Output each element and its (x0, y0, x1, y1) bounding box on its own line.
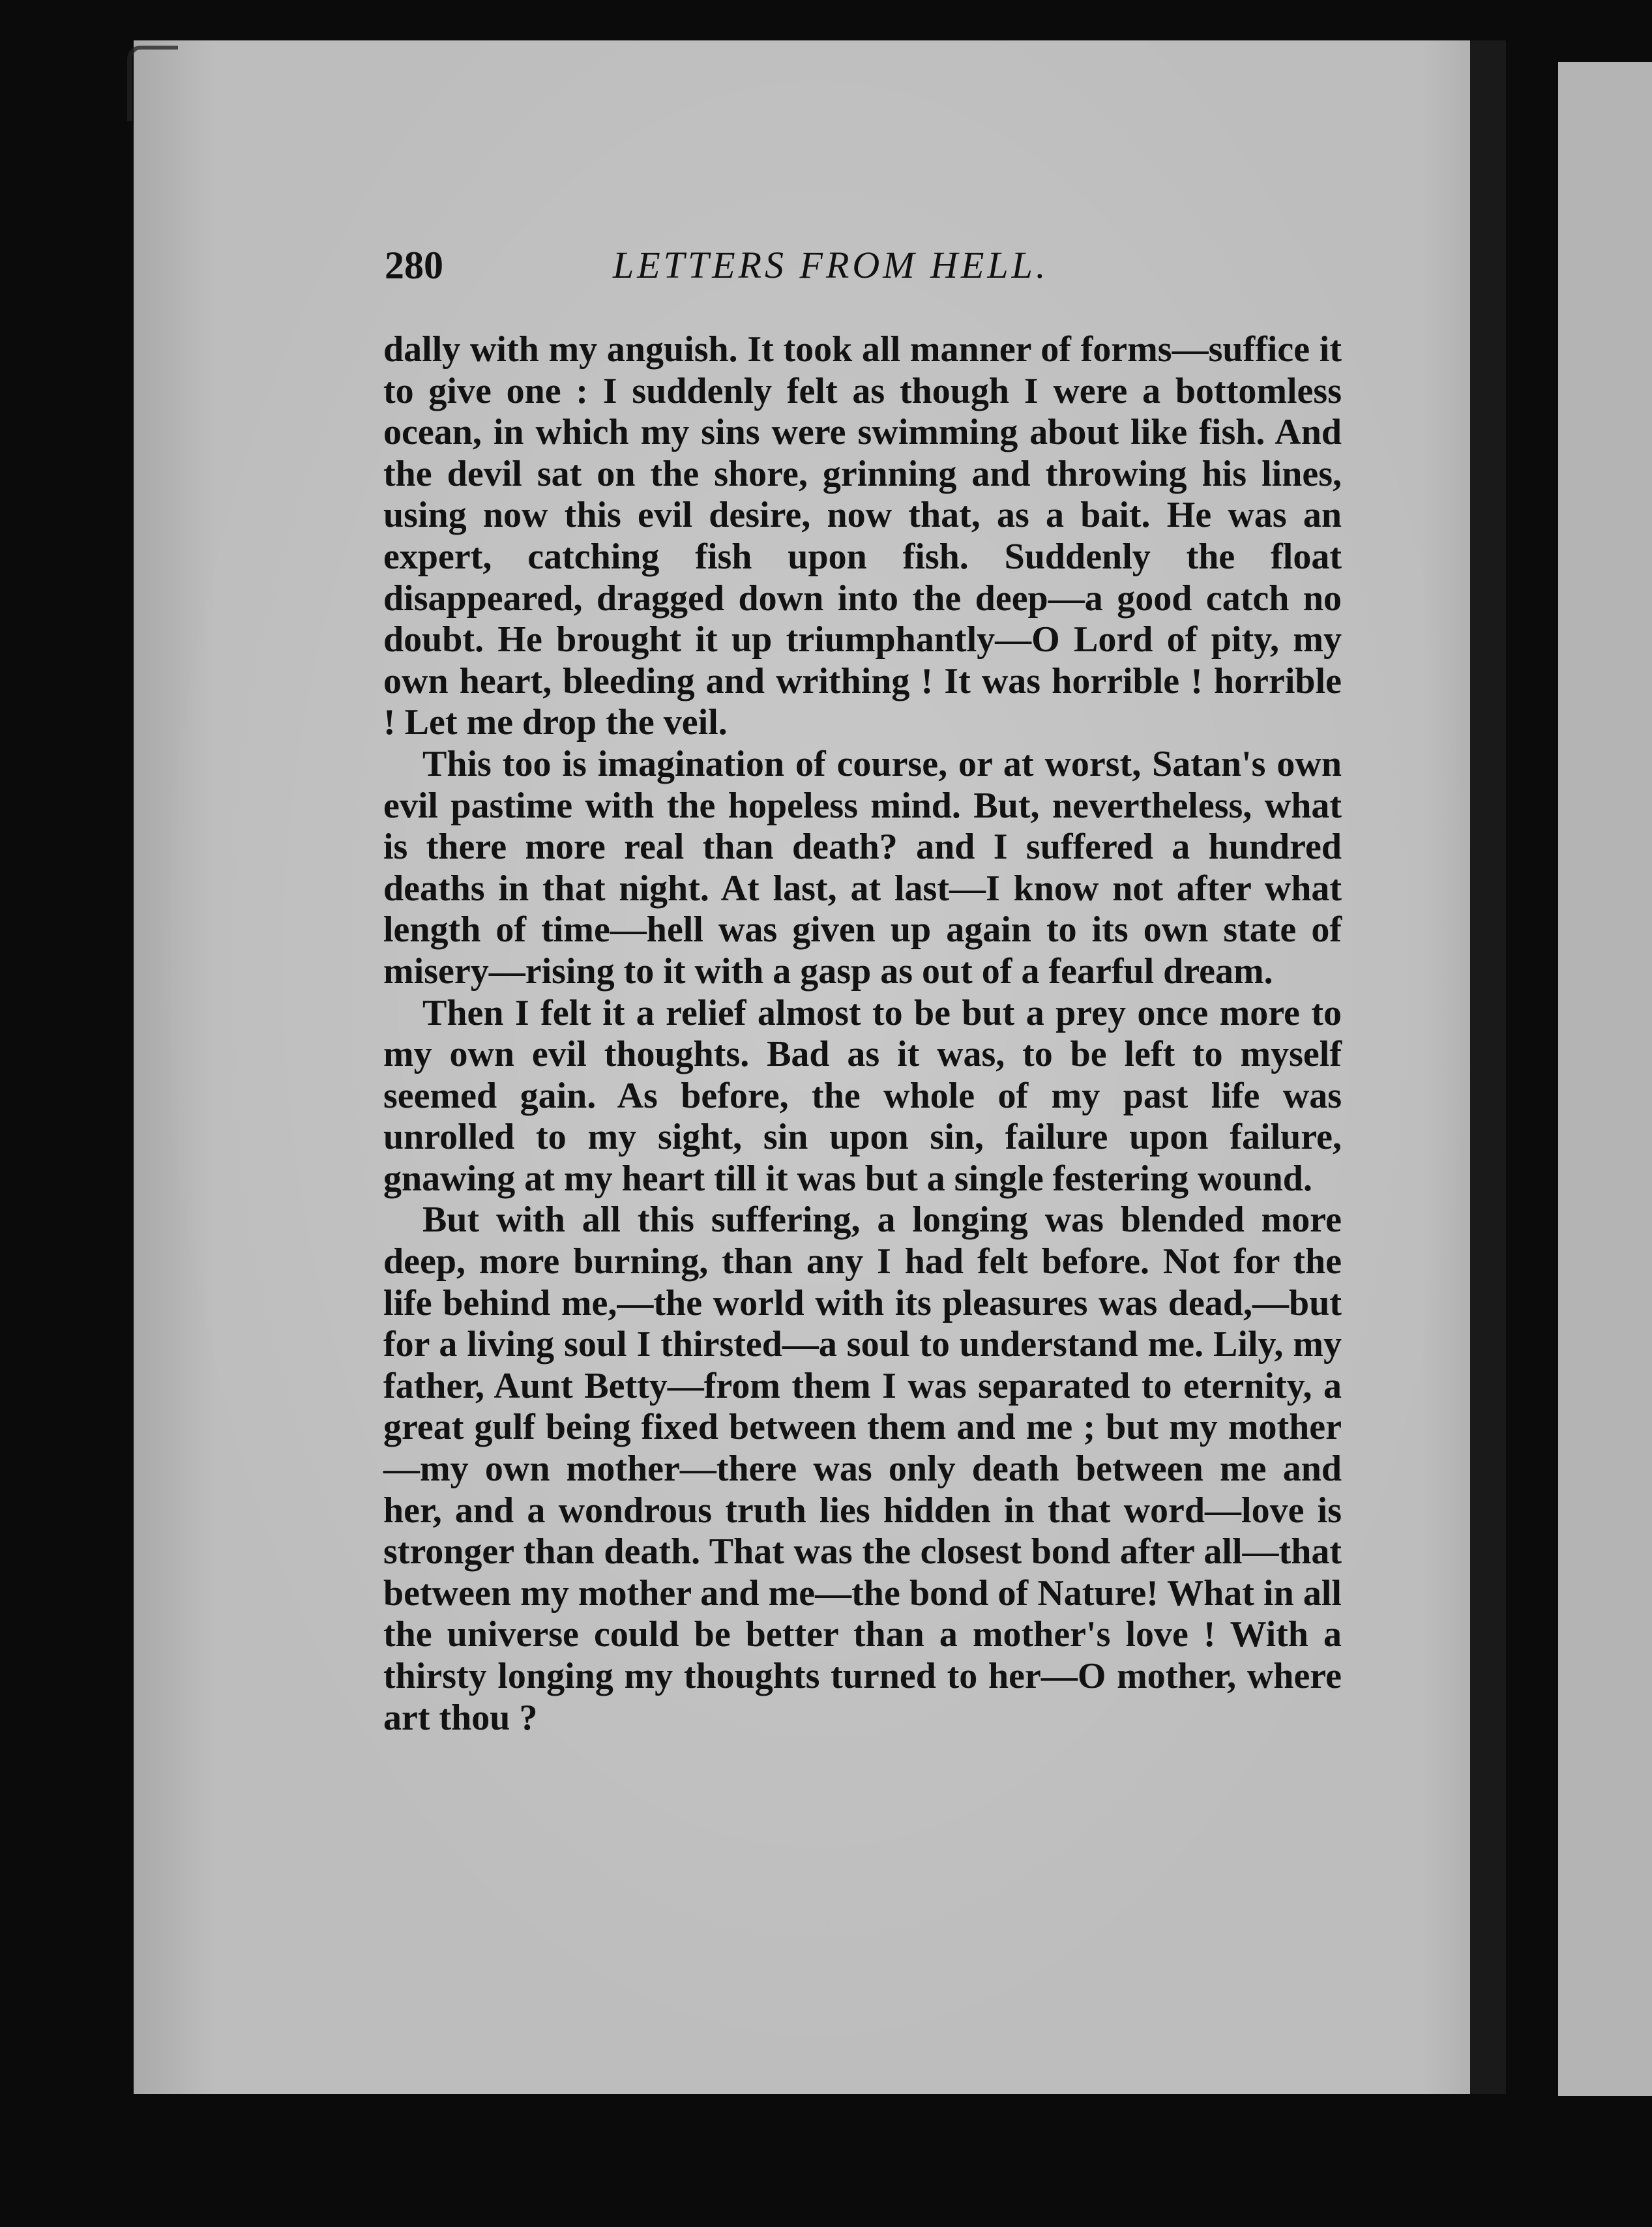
paragraph-4: But with all this suffering, a longing was blended more deep, more burning, than any I had felt before. Not for the life behind me,—the world with its pleasures was dead,—but for a living soul I thirsted—a soul to understand me. Lily, my father, Aunt Betty—from them I was separated to eternity, a great gulf being fixed between them and me ; but my mother—my own mother—there was only death between me and her, and a wondrous truth lies hidden in that word—love is stronger than death. That was the closest bond after all—that between my mother and me—the bond of Nature! What in all the universe could be better than a mother's love ! With a thirsty longing my thoughts turned to her—O mother, where art thou ? (383, 1200, 1342, 1738)
page-number: 280 (385, 244, 443, 287)
running-head (385, 238, 1350, 297)
paragraph-3: Then I felt it a relief almost to be but a prey once more to my own evil thoughts. Bad as it was, to be left to myself seemed gain. As before, the whole of my past life was unrolled to my sight, sin upon sin, failure upon failure, gnawing at my heart till it was but a single festering wound. (383, 992, 1342, 1199)
adjacent-page-edge (1558, 62, 1652, 2096)
page-gutter-shadow (1470, 40, 1506, 2094)
paragraph-2: This too is imagination of course, or at worst, Satan's own evil pastime with the hopeless mind. But, nevertheless, what is there more real than death? and I suffered a hundred deaths in that night. At last, at last—I know not after what length of time—hell was given up again to its own state of misery—rising to it with a gasp as out of a fearful dream. (383, 743, 1342, 992)
running-title: LETTERS FROM HELL. (613, 244, 1049, 286)
body-text (383, 329, 1342, 1739)
torn-corner-mark (127, 46, 178, 121)
paragraph-1: dally with my anguish. It took all manner of forms—suffice it to give one : I suddenly felt as though I were a bottomless ocean, in which my sins were swimming about like fish. And the devil sat on the shore, grinning and throwing his lines, using now this evil desire, now that, as a bait. He was an expert, catching fish upon fish. Suddenly the float disappeared, dragged down into the deep—a good catch no doubt. He brought it up triumphantly—O Lord of pity, my own heart, bleeding and writhing ! It was horrible ! horrible ! Let me drop the veil. (383, 329, 1342, 743)
